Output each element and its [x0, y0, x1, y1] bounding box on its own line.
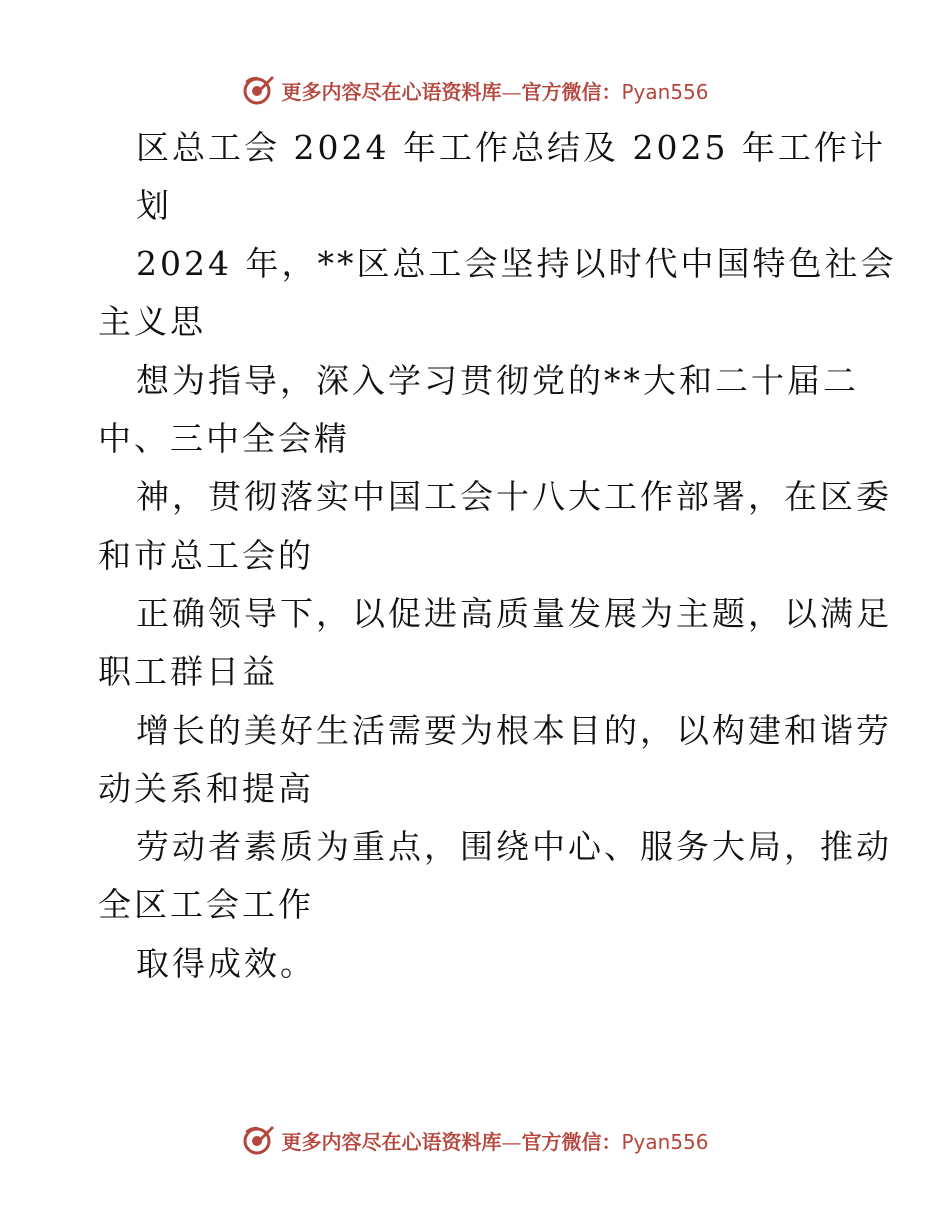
paragraph-line: 主义思 [98, 302, 206, 341]
watermark-dash: — [501, 1129, 522, 1154]
paragraph-line: 和市总工会的 [98, 536, 314, 575]
paragraph-line: 劳动者素质为重点，围绕中心、服务大局，推动 [136, 827, 892, 866]
paragraph-line: 神，贯彻落实中国工会十八大工作部署，在区委 [136, 477, 892, 516]
watermark-official: 官方微信： [521, 79, 622, 104]
paragraph-line: 动关系和提高 [98, 769, 314, 808]
pen-circle-logo-icon [241, 1123, 275, 1157]
paragraph-line: 正确领导下，以促进高质量发展为主题，以满足 [136, 594, 892, 633]
watermark-footer [0, 1120, 950, 1160]
paragraph-line: 想为指导，深入学习贯彻党的**大和二十届二 [136, 361, 859, 400]
document-title-line-1: 区总工会 2024 年工作总结及 2025 年工作计 [136, 128, 886, 167]
document-title-line-2: 划 [136, 186, 172, 225]
watermark-wechat-id: Pyan556 [621, 1129, 709, 1154]
watermark-main: 更多内容尽在心语资料库 [281, 1129, 502, 1154]
watermark-official: 官方微信： [521, 1129, 622, 1154]
watermark-wechat-id: Pyan556 [621, 79, 709, 104]
watermark-text [281, 1126, 708, 1155]
watermark-dash: — [501, 79, 522, 104]
paragraph-line: 取得成效。 [136, 944, 316, 983]
paragraph-line: 增长的美好生活需要为根本目的，以构建和谐劳 [136, 711, 892, 750]
paragraph-line: 中、三中全会精 [98, 419, 350, 458]
paragraph-line: 职工群日益 [98, 652, 278, 691]
paragraph-line: 全区工会工作 [98, 885, 314, 924]
watermark-main: 更多内容尽在心语资料库 [281, 79, 502, 104]
paragraph-line: 2024 年，**区总工会坚持以时代中国特色社会 [136, 244, 897, 283]
